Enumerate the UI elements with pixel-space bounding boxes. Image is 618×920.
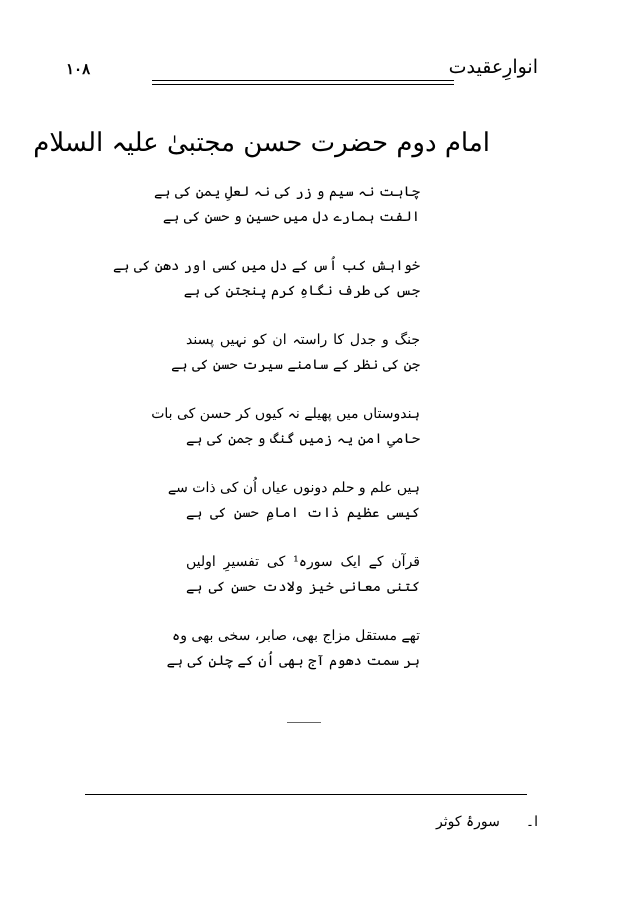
footnote-number: ا۔ bbox=[525, 814, 538, 830]
verse-line: کتنی معانی خیز ولادت حسن کی ہے bbox=[186, 579, 420, 595]
stanza bbox=[0, 550, 618, 600]
stanza bbox=[0, 328, 618, 378]
footnote bbox=[436, 814, 538, 830]
verse-line: قرآن کے ایک سورہ¹ کی تفسیرِ اولیں bbox=[186, 554, 420, 570]
verse-line: ہندوستاں میں پھیلے نہ کیوں کر حسن کی بات bbox=[151, 406, 420, 422]
verse-line: تھے مستقل مزاج بھی، صابر، سخی بھی وہ bbox=[171, 628, 420, 644]
poem-title: امام دوم حضرت حسن مجتبیٰ علیہ السلام bbox=[33, 128, 490, 158]
stanza bbox=[0, 402, 618, 452]
footnote-text: سورۂ کوثر bbox=[436, 814, 500, 830]
verse-line: الفت ہمارے دل میں حسین و حسن کی ہے bbox=[162, 209, 420, 225]
verse-line: خواہش کب اُس کے دل میں کسی اور دھن کی ہے bbox=[112, 258, 420, 274]
footnote-separator bbox=[85, 794, 527, 795]
stanza bbox=[0, 254, 618, 304]
stanza bbox=[0, 624, 618, 674]
verse-line: چاہت نہ سیم و زر کی نہ لعلِ یمن کی ہے bbox=[154, 184, 420, 200]
page-number: ۱۰۸ bbox=[66, 60, 91, 78]
verse-line: حامیِ امن یہ زمیں گنگ و جمن کی ہے bbox=[186, 431, 420, 447]
poem-end-mark bbox=[287, 722, 321, 723]
header-double-rule bbox=[152, 80, 454, 85]
verse-line: ہیں علم و حلم دونوں عیاں اُن کی ذات سے bbox=[167, 480, 420, 496]
verse-line: ہر سمت دھوم آج بھی اُن کے چلن کی ہے bbox=[166, 653, 420, 669]
poem-body bbox=[0, 180, 618, 698]
stanza bbox=[0, 476, 618, 526]
verse-line: جس کی طرف نگاہِ کرم پنجتن کی ہے bbox=[183, 283, 420, 299]
book-title: انوارِعقیدت bbox=[448, 56, 538, 78]
verse-line: جنگ و جدل کا راستہ ان کو نہیں پسند bbox=[186, 332, 420, 348]
verse-line: جن کی نظر کے سامنے سیرت حسن کی ہے bbox=[171, 357, 420, 373]
stanza bbox=[0, 180, 618, 230]
verse-line: کیسی عظیم ذات امامِ حسن کی ہے bbox=[186, 505, 420, 521]
